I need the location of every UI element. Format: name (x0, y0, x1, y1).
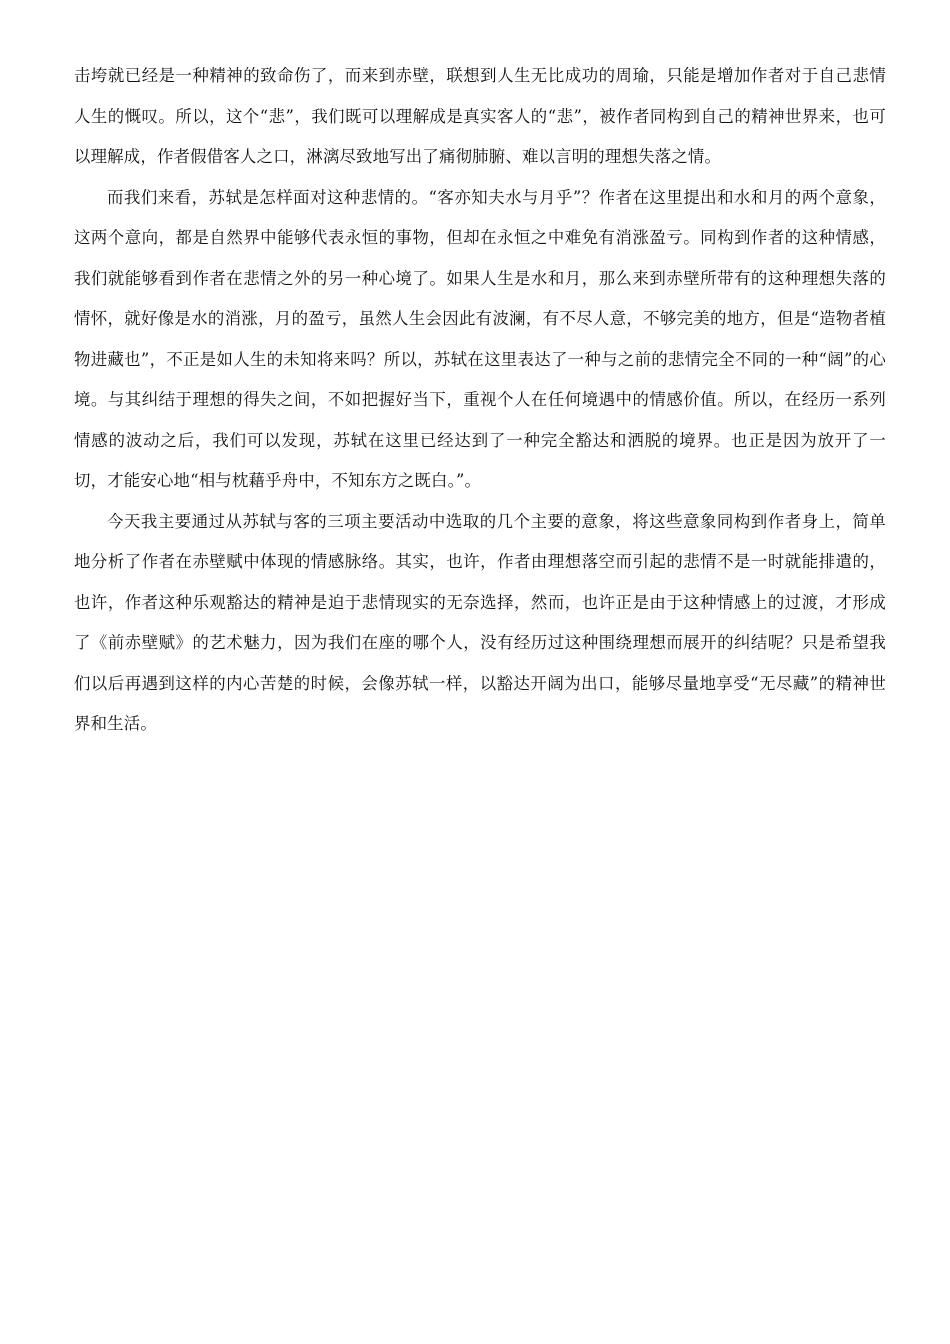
paragraph-3: 今天我主要通过从苏轼与客的三项主要活动中选取的几个主要的意象，将这些意象同构到作者身上，简单地分析了作者在赤壁赋中体现的情感脉络。其实，也许，作者由理想落空而引起的悲情不是一时就能排遣的，也许，作者这种乐观豁达的精神是迫于悲情现实的无奈选择，然而，也许正是由于这种情感上的过渡，才形成了《前赤壁赋》的艺术魅力，因为我们在座的哪个人，没有经历过这种围绕理想而展开的纠结呢？只是希望我们以后再遇到这样的内心苦楚的时候，会像苏轼一样，以豁达开阔为出口，能够尽量地享受“无尽藏”的精神世界和生活。 (74, 511, 886, 733)
paragraph-2: 而我们来看，苏轼是怎样面对这种悲情的。“客亦知夫水与月乎”？作者在这里提出和水和月的两个意象，这两个意向，都是自然界中能够代表永恒的事物，但却在永恒之中难免有消涨盈亏。同构到作者的这种情感，我们就能够看到作者在悲情之外的另一种心境了。如果人生是水和月，那么来到赤壁所带有的这种理想失落的情怀，就好像是水的消涨，月的盈亏，虽然人生会因此有波澜，有不尽人意，不够完美的地方，但是“造物者植物进藏也”，不正是如人生的未知将来吗？所以，苏轼在这里表达了一种与之前的悲情完全不同的一种“阔”的心境。与其纠结于理想的得失之间，不如把握好当下，重视个人在任何境遇中的情感价值。所以，在经历一系列情感的波动之后，我们可以发现，苏轼在这里已经达到了一种完全豁达和洒脱的境界。也正是因为放开了一切，才能安心地“相与枕藉乎舟中，不知东方之既白。”。 (74, 187, 886, 490)
paragraph-1: 击垮就已经是一种精神的致命伤了，而来到赤壁，联想到人生无比成功的周瑜，只能是增加作者对于自己悲情人生的慨叹。所以，这个“悲”，我们既可以理解成是真实客人的“悲”，被作者同构到自己的精神世界来，也可以理解成，作者假借客人之口，淋漓尽致地写出了痛彻肺腑、难以言明的理想失落之情。 (74, 66, 886, 166)
document-page (74, 56, 886, 745)
